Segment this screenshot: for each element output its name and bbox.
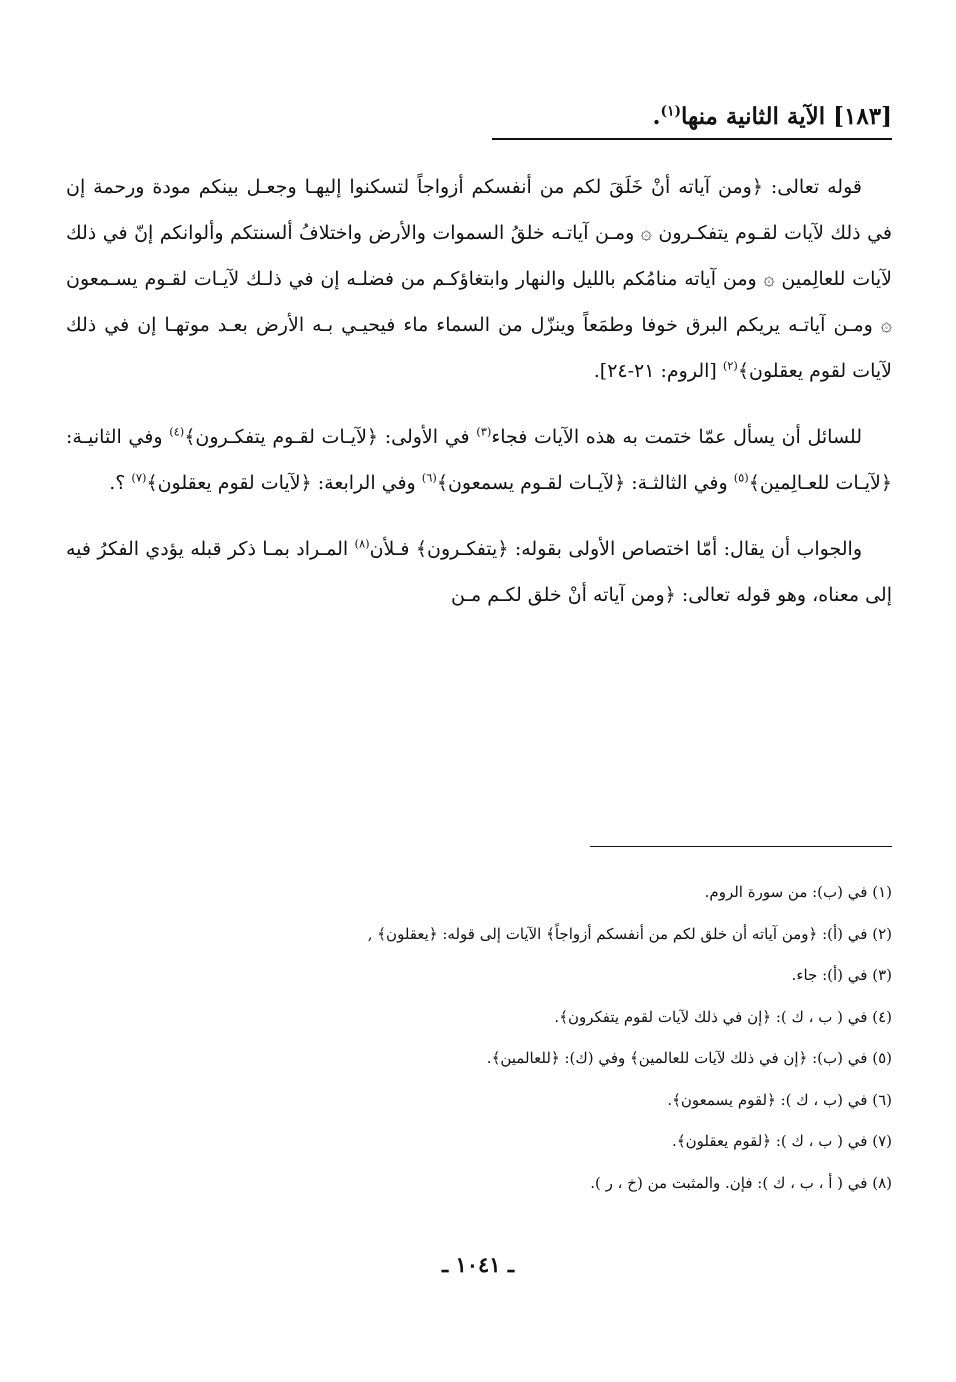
heading-footnote-ref: (١) <box>660 103 681 120</box>
footnote-ref: (٥) <box>733 470 749 485</box>
paragraph-question <box>66 414 892 506</box>
paragraph-verse <box>66 164 892 394</box>
section-heading <box>492 100 892 140</box>
footnote-ref: (٨) <box>354 536 370 551</box>
footnote-ref: (٧) <box>131 470 147 485</box>
heading-text: [١٨٣] الآية الثانية منها <box>681 103 892 130</box>
footnotes <box>66 872 892 1204</box>
paragraph-answer <box>66 526 892 618</box>
footnote-ref: (٣) <box>476 424 492 439</box>
main-text <box>66 164 892 618</box>
paragraph-text: ؟. <box>109 472 132 494</box>
paragraph-text: قوله تعالى: ﴿ومن آياته أنْ خَلَقَ لكم من أنفسكم أزواجاً لتسكنوا إليهـا وجعـل بينكم مودة ورحمة إن في ذلك لآيات لقـوم يتفكـرون ۞ ومـن آياتـه خلقُ السموات والأرض واختلافُ ألسنتكم وألوانكم إنّ في ذلك لآيات للعالِمين ۞ ومن آياته منامُكم بالليل والنهار وابتغاؤكـم من فضلـه إن في ذلـك لآيـات لقـوم يسـمعون ۞ ومـن آياتـه يريكم البرق خوفا وطمَعاً وينزّل من السماء ماء فيحيـي بـه الأرض بعـد موتهـا إن في ذلك لآيات لقوم يعقلون﴾ <box>66 176 892 382</box>
paragraph-text: وفي الثانيـة: ﴿لآيـات للعـالِمين﴾ <box>66 426 892 494</box>
footnote-ref: (٢) <box>722 358 738 373</box>
footnote-separator <box>590 846 892 847</box>
footnote-item: (٦) في (ب ، ك ): ﴿لقوم يسمعون﴾. <box>667 1090 892 1109</box>
paragraph-text: في الأولى: ﴿لآيـات لقـوم يتفكـرون﴾ <box>184 426 477 448</box>
footnote-ref: (٦) <box>421 470 437 485</box>
heading-trail: . <box>652 103 661 130</box>
paragraph-text: وفي الثالثـة: ﴿لآيـات لقـوم يسمعون﴾ <box>436 472 734 494</box>
paragraph-text: [الروم: ٢١-٢٤]. <box>593 360 723 382</box>
footnote-ref: (٤) <box>169 424 185 439</box>
footnote-item: (٧) في ( ب ، ك ): ﴿لقوم يعقلون﴾. <box>672 1132 892 1150</box>
footnote-item: (٣) في (أ): جاء. <box>791 966 892 984</box>
paragraph-text: وفي الرابعة: ﴿لآيات لقوم يعقلون﴾ <box>146 472 422 494</box>
footnote-item: (٢) في (أ): ﴿ومن آياته أن خلق لكم من أنفسكم أزواجاً﴾ الآيات إلى قوله: ﴿يعقلون﴾ , <box>367 924 892 943</box>
paragraph-text: للسائل أن يسأل عمّا ختمت به هذه الآيات فجاء <box>491 426 862 448</box>
page-number: ـ ١٠٤١ ـ <box>441 1252 515 1277</box>
footnote-item: (٤) في ( ب ، ك ): ﴿إن في ذلك لآيات لقوم يتفكرون﴾. <box>554 1007 892 1026</box>
paragraph-text: والجواب أن يقال: أمّا اختصاص الأولى بقوله: ﴿يتفكـرون﴾ فـلأن <box>369 538 862 560</box>
footnote-item: (١) في (ب): من سورة الروم. <box>704 883 892 901</box>
footnote-item: (٨) في ( أ ، ب ، ك ): فإن. والمثبت من (خ ، ر ). <box>590 1173 892 1192</box>
paragraph-text: المـراد بمـا ذكر قبله يؤدي الفكرُ فيه إلى معناه، وهو قوله تعالى: ﴿ومن آياته أنْ خلق لكـم مـن <box>66 538 892 606</box>
footnote-item: (٥) في (ب): ﴿إن في ذلك لآيات للعالمين﴾ وفي (ك): ﴿للعالمين﴾. <box>486 1049 892 1067</box>
